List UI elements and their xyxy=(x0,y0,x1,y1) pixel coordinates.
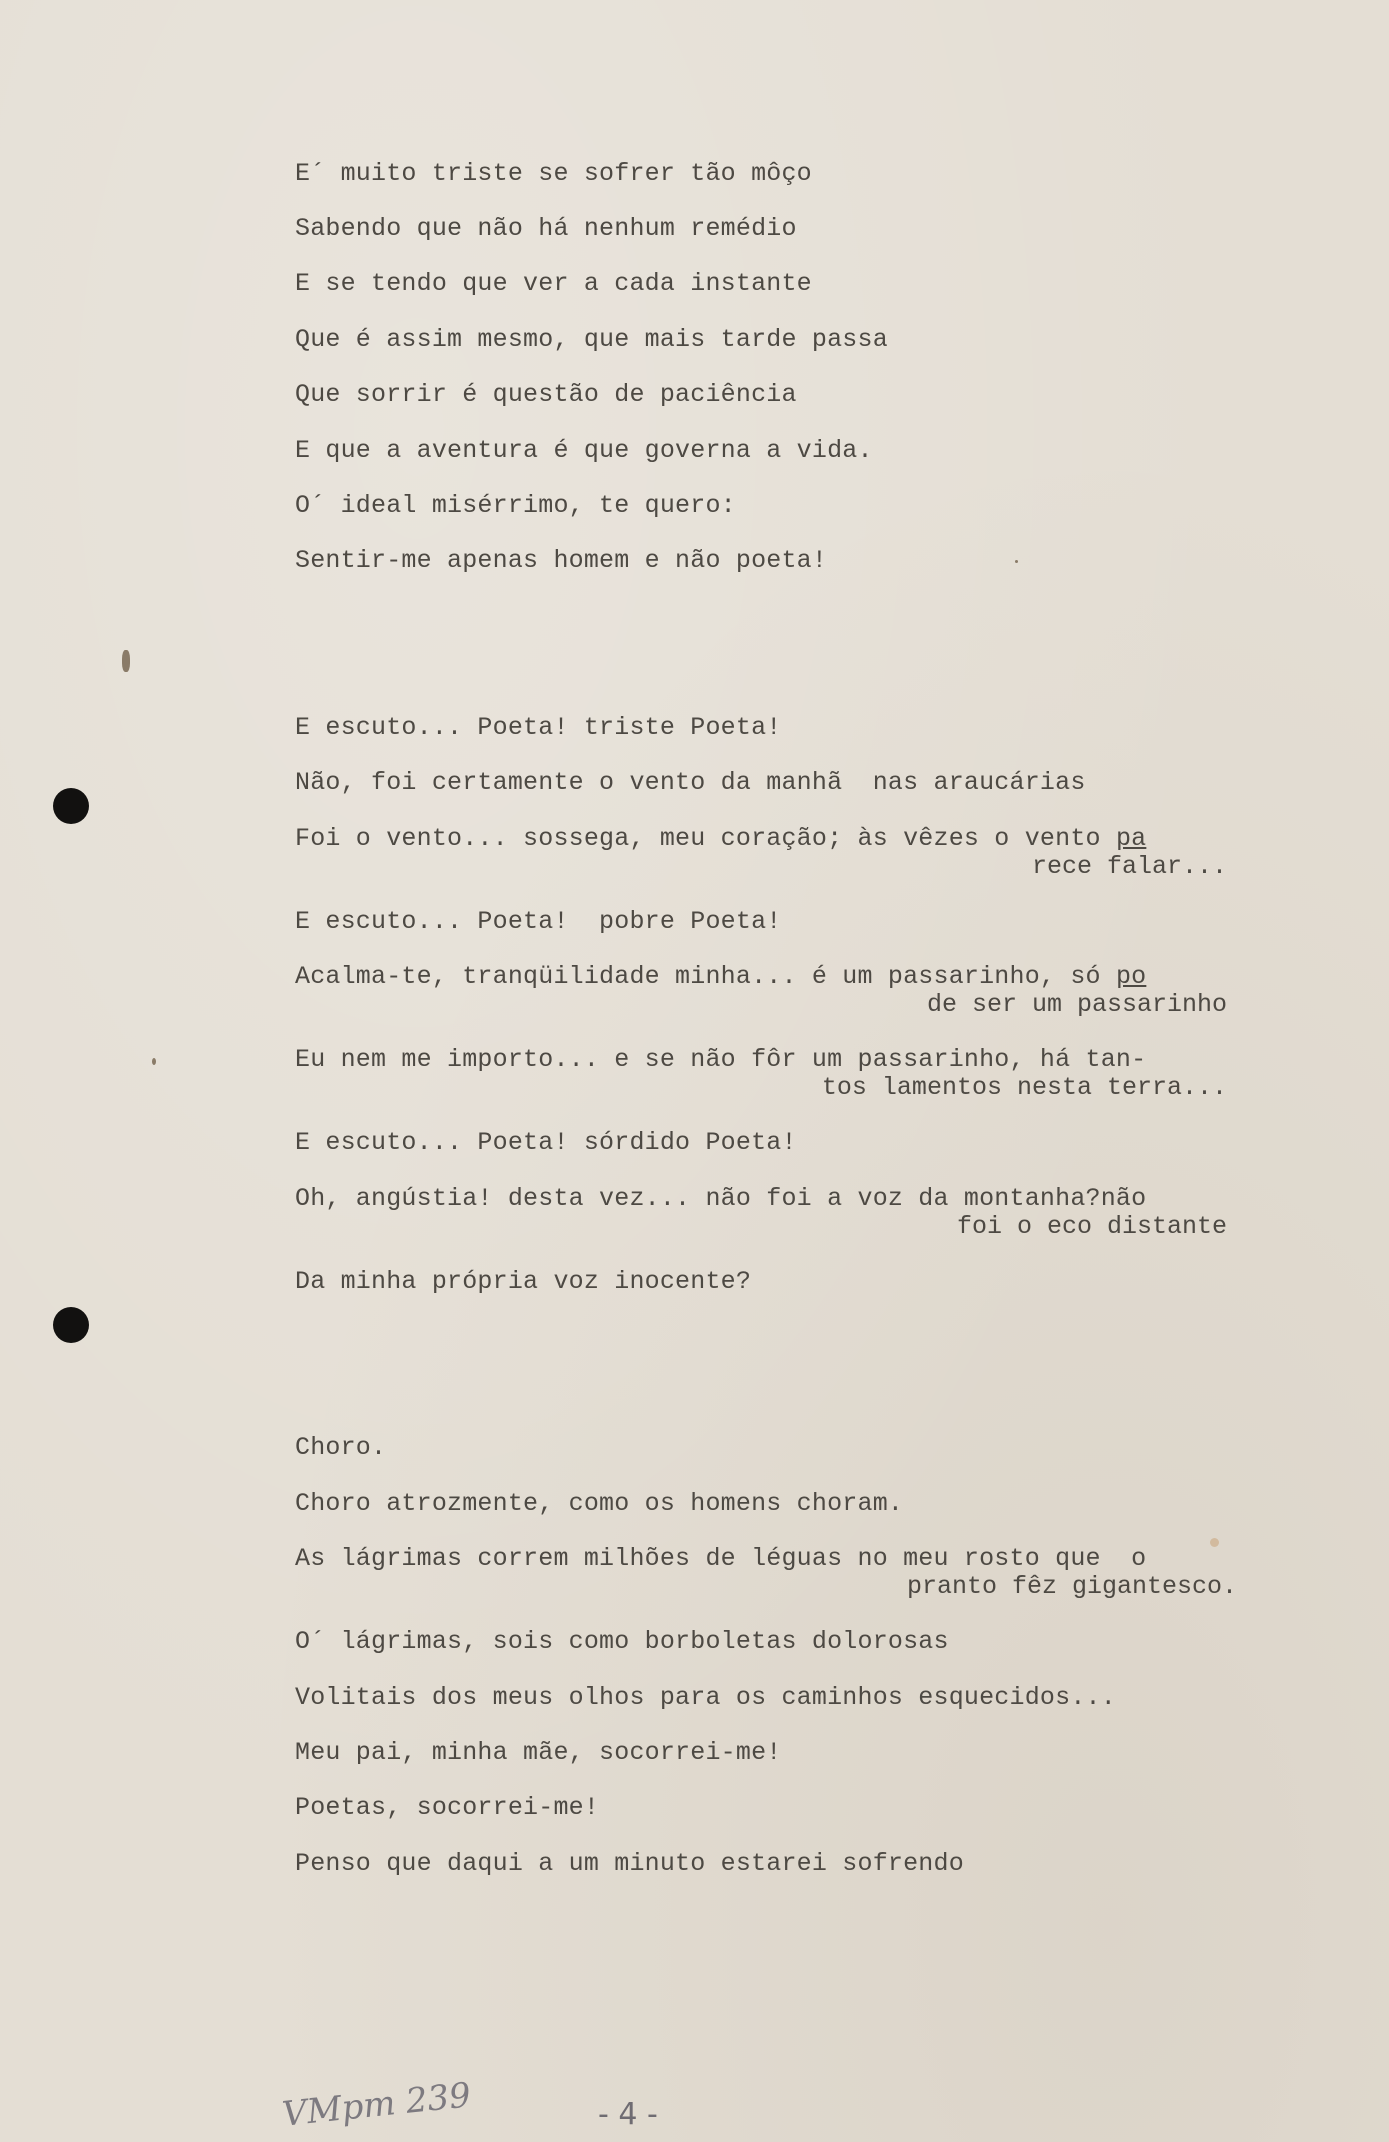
punch-hole xyxy=(53,788,89,824)
poem-line: E escuto... Poeta! pobre Poeta! xyxy=(295,907,782,936)
poem-line: Poetas, socorrei-me! xyxy=(295,1793,600,1822)
poem-line: Choro. xyxy=(295,1433,387,1462)
page-number: - 4 - xyxy=(598,2097,658,2132)
poem-line xyxy=(295,963,1146,991)
poem-line xyxy=(295,825,1146,853)
paper-speck xyxy=(1015,560,1018,563)
archive-reference: VMpm 239 xyxy=(280,2075,473,2135)
poem-line: Sabendo que não há nenhum remédio xyxy=(295,214,797,243)
poem-line: Penso que daqui a um minuto estarei sofrendo xyxy=(295,1849,964,1878)
poem-line: Da minha própria voz inocente? xyxy=(295,1267,752,1296)
hyphenated-fragment: po xyxy=(1115,962,1147,991)
poem-line: Volitais dos meus olhos para os caminhos esquecidos... xyxy=(295,1683,1116,1712)
hyphenated-fragment: pa xyxy=(1115,824,1147,853)
paper-speck xyxy=(122,650,130,672)
poem-line: Que sorrir é questão de paciência xyxy=(295,380,797,409)
line-text: Acalma-te, tranqüilidade minha... é um passarinho, só xyxy=(295,962,1116,991)
paper-speck xyxy=(1210,1538,1219,1547)
poem-line: O´ lágrimas, sois como borboletas dolorosas xyxy=(295,1627,949,1656)
poem-line: Meu pai, minha mãe, socorrei-me! xyxy=(295,1738,782,1767)
poem-line: Não, foi certamente o vento da manhã nas araucárias xyxy=(295,768,1086,797)
poem-line: Que é assim mesmo, que mais tarde passa xyxy=(295,325,888,354)
poem-line: Sentir-me apenas homem e não poeta! xyxy=(295,546,828,575)
poem-line: As lágrimas correm milhões de léguas no meu rosto que o xyxy=(295,1544,1147,1573)
poem-line: E que a aventura é que governa a vida. xyxy=(295,436,873,465)
poem-line: E´ muito triste se sofrer tão môço xyxy=(295,159,812,188)
poem-line: Eu nem me importo... e se não fôr um passarinho, há tan- xyxy=(295,1045,1147,1074)
poem-line: E se tendo que ver a cada instante xyxy=(295,269,812,298)
punch-hole xyxy=(53,1307,89,1343)
poem-line: E escuto... Poeta! triste Poeta! xyxy=(295,713,782,742)
poem-line-continuation: tos lamentos nesta terra... xyxy=(821,1073,1227,1102)
poem-line: E escuto... Poeta! sórdido Poeta! xyxy=(295,1128,797,1157)
line-text: Foi o vento... sossega, meu coração; às vêzes o vento xyxy=(295,824,1116,853)
poem-line: O´ ideal misérrimo, te quero: xyxy=(295,491,736,520)
poem-line-continuation: foi o eco distante xyxy=(956,1212,1227,1241)
poem-line: Choro atrozmente, como os homens choram. xyxy=(295,1489,904,1518)
poem-line-continuation: de ser um passarinho xyxy=(926,990,1227,1019)
poem-line-continuation: pranto fêz gigantesco. xyxy=(906,1572,1237,1601)
poem-line: Oh, angústia! desta vez... não foi a voz da montanha?não xyxy=(295,1184,1147,1213)
paper-speck xyxy=(152,1058,156,1065)
poem-line-continuation: rece falar... xyxy=(1031,852,1227,881)
